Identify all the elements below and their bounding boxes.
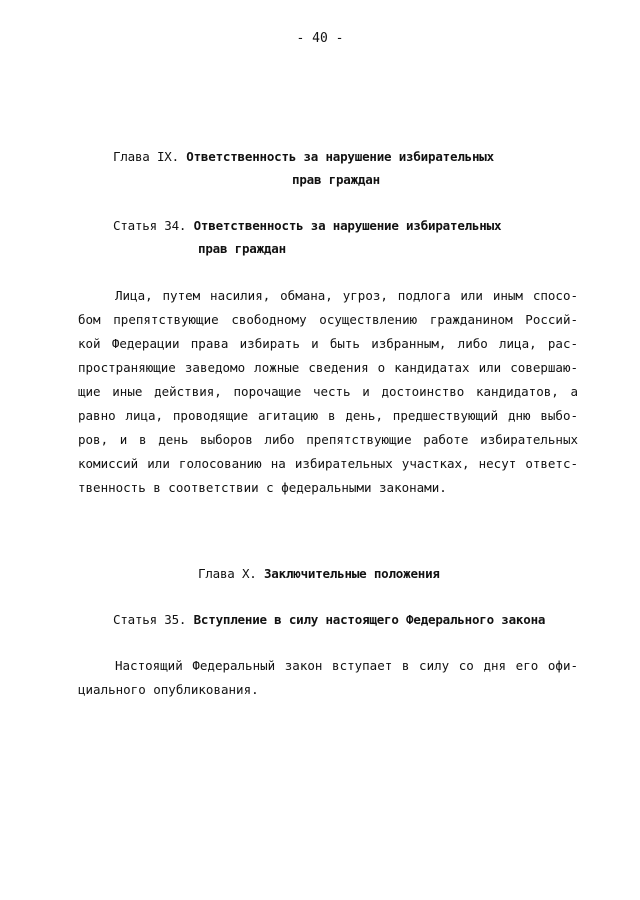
chapter-9-prefix: Глава IX. xyxy=(113,149,187,164)
article-34-title-line1: Ответственность за нарушение избирательных xyxy=(193,218,502,233)
article-35-body-line: Настоящий Федеральный закон вступает в силу со дня его офи- xyxy=(115,658,578,673)
chapter-9-heading xyxy=(113,149,494,165)
article-34-body-line: ров, и в день выборов либо препятствующие работе избирательных xyxy=(78,432,578,447)
article-34-body-line: щие иные действия, порочащие честь и достоинство кандидатов, а xyxy=(78,384,578,399)
chapter-10-title: Заключительные положения xyxy=(263,566,440,581)
article-34-body-line: комиссий или голосованию на избирательных участках, несут ответс- xyxy=(78,456,578,471)
article-34-title-line2: прав граждан xyxy=(198,241,286,256)
article-35-title: Вступление в силу настоящего Федерального закона xyxy=(193,612,546,627)
article-35-prefix: Статья 35. xyxy=(113,612,194,627)
article-34-body-line: твенность в соответствии с федеральными законами. xyxy=(78,480,447,495)
article-34-body-line: бом препятствующие свободному осуществлению гражданином Россий- xyxy=(78,312,578,327)
article-34-body-line: равно лица, проводящие агитацию в день, предшествующий дню выбо- xyxy=(78,408,578,423)
article-35-body-line: циального опубликования. xyxy=(78,682,259,697)
article-34-body-line: кой Федерации права избирать и быть избранным, либо лица, рас- xyxy=(78,336,578,351)
article-34-heading xyxy=(113,218,501,234)
article-34-body-line: Лица, путем насилия, обмана, угроз, подлога или иным спосо- xyxy=(115,288,578,303)
chapter-9-title-line2: прав граждан xyxy=(292,172,380,187)
chapter-10-prefix: Глава X. xyxy=(198,566,264,581)
page-number: - 40 - xyxy=(296,31,344,46)
article-34-body-line: пространяющие заведомо ложные сведения о кандидатах или совершаю- xyxy=(78,360,578,375)
article-34-prefix: Статья 34. xyxy=(113,218,194,233)
chapter-9-title-line1: Ответственность за нарушение избирательных xyxy=(186,149,494,164)
chapter-10-heading xyxy=(198,566,440,582)
article-35-heading xyxy=(113,612,545,628)
